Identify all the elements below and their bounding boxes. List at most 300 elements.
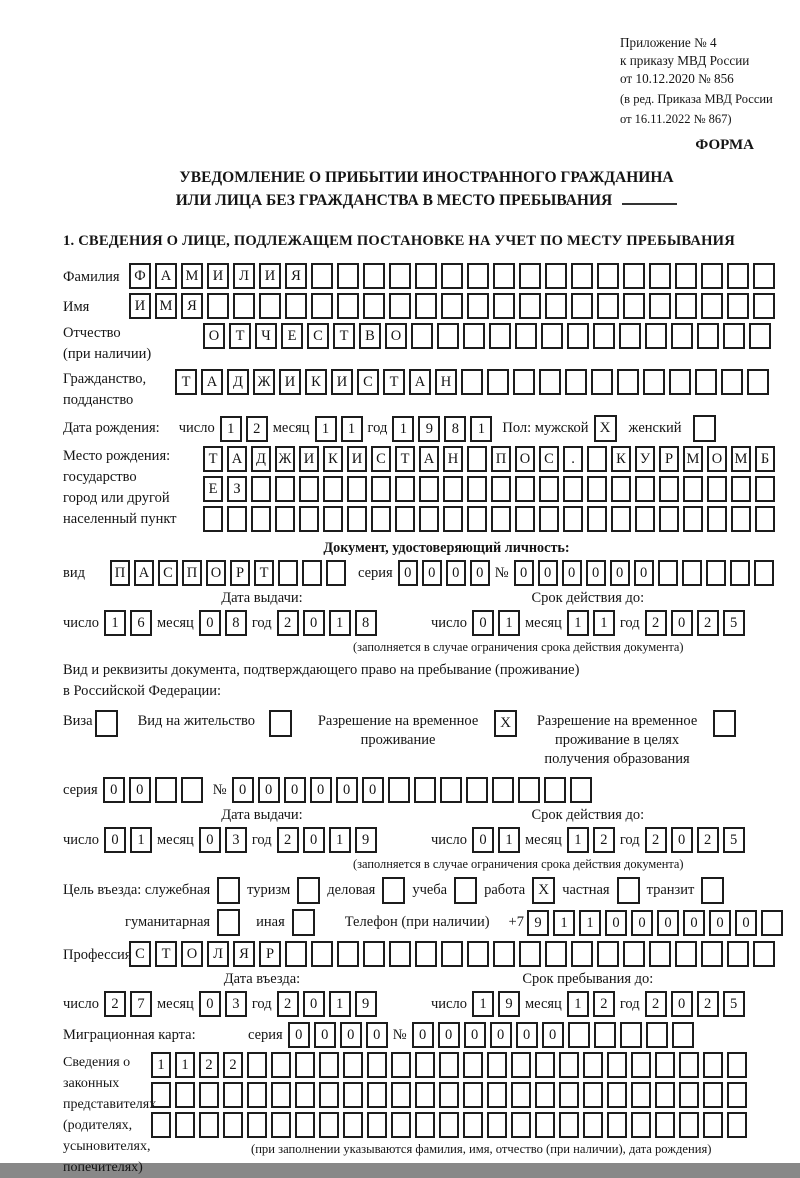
char-cell bbox=[443, 506, 463, 532]
char-cell bbox=[299, 506, 319, 532]
char-cell bbox=[395, 476, 415, 502]
representatives-row2 bbox=[151, 1082, 747, 1108]
char-cell bbox=[607, 1112, 627, 1138]
char-cell bbox=[463, 1082, 483, 1108]
char-cell bbox=[440, 777, 462, 803]
char-cell bbox=[415, 1112, 435, 1138]
char-cell bbox=[295, 1052, 315, 1078]
char-cell: М bbox=[731, 446, 751, 472]
char-cell bbox=[761, 910, 783, 936]
residence-number-label: № bbox=[212, 781, 227, 798]
month-label: месяц bbox=[524, 995, 562, 1012]
stay-day bbox=[472, 991, 520, 1017]
birthplace-boxes bbox=[203, 446, 775, 536]
year-label: год bbox=[367, 420, 388, 436]
char-cell: М bbox=[683, 446, 703, 472]
char-cell bbox=[597, 263, 619, 289]
char-cell: 0 bbox=[199, 610, 221, 636]
char-cell: 2 bbox=[697, 991, 719, 1017]
char-cell: 0 bbox=[199, 827, 221, 853]
char-cell bbox=[441, 263, 463, 289]
char-cell bbox=[701, 293, 723, 319]
char-cell bbox=[559, 1052, 579, 1078]
char-cell bbox=[703, 1112, 723, 1138]
doc-expiry-day bbox=[472, 610, 520, 636]
char-cell bbox=[323, 476, 343, 502]
char-cell: Т bbox=[175, 369, 197, 395]
char-cell: Я bbox=[233, 941, 255, 967]
field-row-patronymic bbox=[63, 323, 790, 365]
char-cell bbox=[587, 476, 607, 502]
doc-number-label: № bbox=[494, 564, 509, 581]
char-cell bbox=[319, 1112, 339, 1138]
char-cell: 8 bbox=[225, 610, 247, 636]
char-cell bbox=[199, 1082, 219, 1108]
char-cell bbox=[607, 1082, 627, 1108]
field-row-residence-series bbox=[63, 777, 790, 803]
entry-date-block bbox=[63, 971, 431, 1017]
char-cell bbox=[227, 506, 247, 532]
field-row-profession bbox=[63, 941, 790, 967]
char-cell bbox=[175, 1082, 195, 1108]
char-cell bbox=[571, 263, 593, 289]
char-cell: 0 bbox=[284, 777, 306, 803]
char-cell bbox=[571, 941, 593, 967]
purpose-row-1 bbox=[63, 877, 790, 904]
entry-dates-row bbox=[63, 971, 790, 1017]
purpose-other-label: иная bbox=[256, 914, 285, 930]
char-cell bbox=[655, 1082, 675, 1108]
char-cell: Т bbox=[395, 446, 415, 472]
char-cell bbox=[302, 560, 322, 586]
char-cell: К bbox=[305, 369, 327, 395]
char-cell bbox=[363, 293, 385, 319]
char-cell bbox=[319, 1082, 339, 1108]
char-cell: А bbox=[201, 369, 223, 395]
citizenship-boxes bbox=[175, 369, 769, 395]
char-cell: И bbox=[259, 263, 281, 289]
char-cell bbox=[597, 941, 619, 967]
residence-expiry-year bbox=[645, 827, 745, 853]
char-cell: 1 bbox=[175, 1052, 195, 1078]
form-title-line1: УВЕДОМЛЕНИЕ О ПРИБЫТИИ ИНОСТРАННОГО ГРАЖДАНИНА bbox=[179, 169, 674, 186]
char-cell: З bbox=[227, 476, 247, 502]
profession-label: Профессия bbox=[63, 947, 132, 963]
char-cell bbox=[727, 941, 749, 967]
residence-expiry-month bbox=[567, 827, 615, 853]
doc-issue-year bbox=[277, 610, 377, 636]
char-cell bbox=[223, 1082, 243, 1108]
char-cell: Д bbox=[227, 369, 249, 395]
char-cell bbox=[337, 941, 359, 967]
char-cell bbox=[645, 323, 667, 349]
char-cell: П bbox=[110, 560, 130, 586]
migcard-number-label: № bbox=[392, 1026, 407, 1043]
doc-expiry-heading: Срок действия до: bbox=[531, 590, 645, 606]
char-cell bbox=[519, 941, 541, 967]
birth-year-boxes bbox=[392, 416, 492, 442]
purpose-study-checkbox bbox=[454, 877, 477, 904]
char-cell bbox=[683, 476, 703, 502]
char-cell: 1 bbox=[329, 610, 351, 636]
char-cell: 0 bbox=[303, 610, 325, 636]
char-cell bbox=[635, 476, 655, 502]
char-cell bbox=[649, 293, 671, 319]
birth-day-boxes bbox=[220, 416, 268, 442]
char-cell bbox=[545, 263, 567, 289]
char-cell: 0 bbox=[412, 1022, 434, 1048]
char-cell: Л bbox=[207, 941, 229, 967]
char-cell bbox=[623, 263, 645, 289]
purpose-work-checkbox: X bbox=[532, 877, 555, 904]
char-cell bbox=[367, 1052, 387, 1078]
char-cell: 1 bbox=[104, 610, 126, 636]
char-cell: 2 bbox=[593, 827, 615, 853]
char-cell bbox=[441, 293, 463, 319]
field-row-birthplace bbox=[63, 446, 790, 536]
char-cell bbox=[631, 1112, 651, 1138]
char-cell: 0 bbox=[514, 560, 534, 586]
char-cell bbox=[539, 506, 559, 532]
char-cell bbox=[466, 777, 488, 803]
purpose-tourism-checkbox bbox=[297, 877, 320, 904]
char-cell bbox=[175, 1112, 195, 1138]
char-cell: 0 bbox=[129, 777, 151, 803]
char-cell bbox=[489, 323, 511, 349]
char-cell bbox=[295, 1112, 315, 1138]
day-label: число bbox=[431, 831, 467, 848]
char-cell bbox=[467, 941, 489, 967]
char-cell: 2 bbox=[645, 991, 667, 1017]
char-cell bbox=[395, 506, 415, 532]
char-cell: 0 bbox=[303, 827, 325, 853]
char-cell: 1 bbox=[567, 610, 589, 636]
char-cell bbox=[646, 1022, 668, 1048]
char-cell bbox=[559, 1082, 579, 1108]
char-cell bbox=[439, 1112, 459, 1138]
char-cell bbox=[463, 1112, 483, 1138]
char-cell bbox=[343, 1112, 363, 1138]
surname-boxes bbox=[129, 263, 775, 289]
char-cell bbox=[487, 1082, 507, 1108]
doc-kind-boxes bbox=[110, 560, 346, 586]
char-cell bbox=[539, 476, 559, 502]
char-cell bbox=[419, 476, 439, 502]
char-cell: Е bbox=[281, 323, 303, 349]
char-cell: 0 bbox=[314, 1022, 336, 1048]
char-cell bbox=[655, 1052, 675, 1078]
forma-label: ФОРМА bbox=[695, 137, 754, 153]
char-cell bbox=[620, 1022, 642, 1048]
char-cell bbox=[492, 777, 514, 803]
temp-residence-label: Разрешение на временное проживание bbox=[317, 713, 479, 748]
char-cell: 5 bbox=[723, 827, 745, 853]
char-cell: Д bbox=[251, 446, 271, 472]
char-cell: 9 bbox=[355, 827, 377, 853]
phone-label: Телефон (при наличии) bbox=[344, 914, 490, 930]
char-cell: 5 bbox=[723, 991, 745, 1017]
char-cell: С bbox=[371, 446, 391, 472]
char-cell bbox=[659, 506, 679, 532]
char-cell bbox=[233, 293, 255, 319]
char-cell bbox=[583, 1112, 603, 1138]
char-cell bbox=[285, 293, 307, 319]
char-cell: Н bbox=[443, 446, 463, 472]
char-cell: В bbox=[359, 323, 381, 349]
migcard-number-boxes bbox=[412, 1022, 694, 1048]
char-cell: 0 bbox=[199, 991, 221, 1017]
representatives-note: (при заполнении указываются фамилия, имя, отчество (при наличии), дата рождения) bbox=[251, 1142, 712, 1156]
residence-expiry-day bbox=[472, 827, 520, 853]
char-cell: 2 bbox=[199, 1052, 219, 1078]
char-cell bbox=[583, 1082, 603, 1108]
char-cell: Ж bbox=[275, 446, 295, 472]
stay-month bbox=[567, 991, 615, 1017]
char-cell bbox=[491, 506, 511, 532]
form-body bbox=[63, 263, 790, 1178]
char-cell: 0 bbox=[671, 610, 693, 636]
appendix-line: от 10.12.2020 № 856 bbox=[620, 71, 734, 86]
name-boxes bbox=[129, 293, 775, 319]
char-cell bbox=[679, 1082, 699, 1108]
char-cell bbox=[544, 777, 566, 803]
phone-boxes bbox=[527, 910, 783, 936]
char-cell bbox=[535, 1052, 555, 1078]
char-cell bbox=[755, 506, 775, 532]
char-cell: 2 bbox=[223, 1052, 243, 1078]
char-cell bbox=[311, 263, 333, 289]
char-cell bbox=[203, 506, 223, 532]
char-cell bbox=[623, 941, 645, 967]
year-label: год bbox=[619, 831, 640, 848]
field-row-migration-card bbox=[63, 1022, 790, 1048]
birthplace-row3 bbox=[203, 506, 775, 532]
month-label: месяц bbox=[524, 831, 562, 848]
char-cell bbox=[669, 369, 691, 395]
char-cell: 0 bbox=[735, 910, 757, 936]
char-cell: 9 bbox=[355, 991, 377, 1017]
field-row-surname bbox=[63, 263, 790, 289]
char-cell: С bbox=[357, 369, 379, 395]
char-cell bbox=[259, 293, 281, 319]
section1-heading: 1. СВЕДЕНИЯ О ЛИЦЕ, ПОДЛЕЖАЩЕМ ПОСТАНОВКЕ НА УЧЕТ ПО МЕСТУ ПРЕБЫВАНИЯ bbox=[63, 233, 735, 249]
char-cell: П bbox=[182, 560, 202, 586]
char-cell: 3 bbox=[225, 827, 247, 853]
char-cell bbox=[593, 323, 615, 349]
char-cell: Т bbox=[229, 323, 251, 349]
char-cell bbox=[672, 1022, 694, 1048]
char-cell bbox=[513, 369, 535, 395]
char-cell bbox=[519, 293, 541, 319]
char-cell: 0 bbox=[470, 560, 490, 586]
char-cell bbox=[515, 476, 535, 502]
char-cell: 8 bbox=[444, 416, 466, 442]
char-cell: 0 bbox=[631, 910, 653, 936]
entry-year bbox=[277, 991, 377, 1017]
char-cell bbox=[731, 506, 751, 532]
residence-number-boxes bbox=[232, 777, 592, 803]
char-cell bbox=[389, 293, 411, 319]
doc-issue-heading: Дата выдачи: bbox=[221, 590, 303, 606]
char-cell bbox=[753, 263, 775, 289]
char-cell bbox=[707, 506, 727, 532]
char-cell: 9 bbox=[418, 416, 440, 442]
sex-male-checkbox: X bbox=[594, 415, 617, 442]
field-row-citizenship bbox=[63, 369, 790, 411]
char-cell bbox=[649, 941, 671, 967]
char-cell: М bbox=[155, 293, 177, 319]
char-cell bbox=[343, 1082, 363, 1108]
residence-issue-heading: Дата выдачи: bbox=[221, 807, 303, 823]
char-cell bbox=[519, 263, 541, 289]
char-cell: 0 bbox=[103, 777, 125, 803]
edition-line: (в ред. Приказа МВД России bbox=[620, 92, 773, 106]
appendix-line: Приложение № 4 bbox=[620, 35, 717, 50]
char-cell bbox=[467, 506, 487, 532]
phone-prefix: +7 bbox=[508, 914, 524, 930]
patronymic-label: Отчество (при наличии) bbox=[63, 325, 152, 362]
stay-until-heading: Срок пребывания до: bbox=[522, 971, 654, 987]
doc-dates-row bbox=[63, 590, 790, 655]
char-cell: 1 bbox=[130, 827, 152, 853]
char-cell: С bbox=[129, 941, 151, 967]
purpose-business-label: деловая bbox=[327, 882, 376, 898]
char-cell: Т bbox=[155, 941, 177, 967]
doc-issue-day bbox=[104, 610, 152, 636]
char-cell: Н bbox=[435, 369, 457, 395]
char-cell: 0 bbox=[538, 560, 558, 586]
birthdate-label: Дата рождения: bbox=[63, 420, 160, 436]
char-cell bbox=[275, 476, 295, 502]
migcard-series-boxes bbox=[288, 1022, 388, 1048]
char-cell: О bbox=[203, 323, 225, 349]
char-cell: С bbox=[539, 446, 559, 472]
citizenship-label: Гражданство, подданство bbox=[63, 371, 147, 408]
char-cell bbox=[703, 1052, 723, 1078]
char-cell: О bbox=[385, 323, 407, 349]
char-cell bbox=[541, 323, 563, 349]
char-cell bbox=[151, 1082, 171, 1108]
name-label: Имя bbox=[63, 299, 90, 315]
day-label: число bbox=[63, 995, 99, 1012]
day-label: число bbox=[63, 614, 99, 631]
char-cell bbox=[659, 476, 679, 502]
residence-doc-options bbox=[63, 708, 790, 769]
residence-issue-day bbox=[104, 827, 152, 853]
char-cell: 0 bbox=[464, 1022, 486, 1048]
char-cell: Я bbox=[285, 263, 307, 289]
char-cell: 5 bbox=[723, 610, 745, 636]
field-row-name bbox=[63, 293, 790, 319]
char-cell: И bbox=[347, 446, 367, 472]
char-cell bbox=[591, 369, 613, 395]
char-cell bbox=[223, 1112, 243, 1138]
char-cell bbox=[611, 476, 631, 502]
char-cell: 1 bbox=[567, 827, 589, 853]
month-label: месяц bbox=[156, 614, 194, 631]
char-cell: И bbox=[129, 293, 151, 319]
char-cell: 2 bbox=[277, 991, 299, 1017]
char-cell bbox=[563, 476, 583, 502]
char-cell: 3 bbox=[225, 991, 247, 1017]
char-cell bbox=[363, 941, 385, 967]
char-cell bbox=[545, 941, 567, 967]
char-cell bbox=[251, 506, 271, 532]
purpose-work-label: работа bbox=[484, 882, 526, 898]
char-cell bbox=[649, 263, 671, 289]
char-cell bbox=[753, 293, 775, 319]
char-cell bbox=[389, 263, 411, 289]
char-cell: 0 bbox=[709, 910, 731, 936]
birthplace-row2 bbox=[203, 476, 775, 502]
char-cell: 2 bbox=[104, 991, 126, 1017]
char-cell bbox=[597, 293, 619, 319]
char-cell bbox=[443, 476, 463, 502]
char-cell bbox=[587, 506, 607, 532]
char-cell bbox=[343, 1052, 363, 1078]
char-cell bbox=[701, 263, 723, 289]
char-cell bbox=[151, 1112, 171, 1138]
purpose-business-checkbox bbox=[382, 877, 405, 904]
representatives-label: Сведения о законных представителях (родителях, усыновителях, попечителях) bbox=[63, 1055, 157, 1175]
char-cell bbox=[723, 323, 745, 349]
char-cell: 0 bbox=[516, 1022, 538, 1048]
char-cell: К bbox=[323, 446, 343, 472]
doc-series-boxes bbox=[398, 560, 490, 586]
char-cell: 0 bbox=[671, 991, 693, 1017]
char-cell bbox=[679, 1112, 699, 1138]
doc-expiry-month bbox=[567, 610, 615, 636]
char-cell: 0 bbox=[472, 827, 494, 853]
char-cell bbox=[415, 1082, 435, 1108]
char-cell bbox=[439, 1082, 459, 1108]
char-cell bbox=[631, 1082, 651, 1108]
representatives-boxes bbox=[151, 1052, 747, 1157]
sex-male-label: Пол: мужской bbox=[502, 420, 589, 436]
char-cell bbox=[389, 941, 411, 967]
temp-residence-edu-label: Разрешение на временное проживание в целях получения образования bbox=[536, 713, 698, 767]
char-cell bbox=[463, 323, 485, 349]
char-cell: 1 bbox=[329, 827, 351, 853]
char-cell: Б bbox=[755, 446, 775, 472]
char-cell bbox=[563, 506, 583, 532]
char-cell bbox=[247, 1082, 267, 1108]
char-cell: Т bbox=[383, 369, 405, 395]
doc-issue-month bbox=[199, 610, 247, 636]
char-cell bbox=[419, 506, 439, 532]
migcard-series-label: серия bbox=[248, 1026, 283, 1043]
char-cell bbox=[285, 941, 307, 967]
char-cell: О bbox=[707, 446, 727, 472]
char-cell bbox=[570, 777, 592, 803]
char-cell: 1 bbox=[498, 827, 520, 853]
residence-issue-month bbox=[199, 827, 247, 853]
char-cell bbox=[515, 506, 535, 532]
char-cell bbox=[199, 1112, 219, 1138]
char-cell bbox=[515, 323, 537, 349]
char-cell: 1 bbox=[498, 610, 520, 636]
purpose-tourism-label: туризм bbox=[247, 882, 291, 898]
purpose-transit-label: транзит bbox=[646, 882, 695, 898]
char-cell: 0 bbox=[671, 827, 693, 853]
purpose-humanitarian-label: гуманитарная bbox=[125, 914, 211, 930]
char-cell: 0 bbox=[634, 560, 654, 586]
month-label: месяц bbox=[156, 831, 194, 848]
stay-year bbox=[645, 991, 745, 1017]
char-cell bbox=[371, 476, 391, 502]
purpose-row-2 bbox=[125, 909, 790, 936]
char-cell: К bbox=[611, 446, 631, 472]
